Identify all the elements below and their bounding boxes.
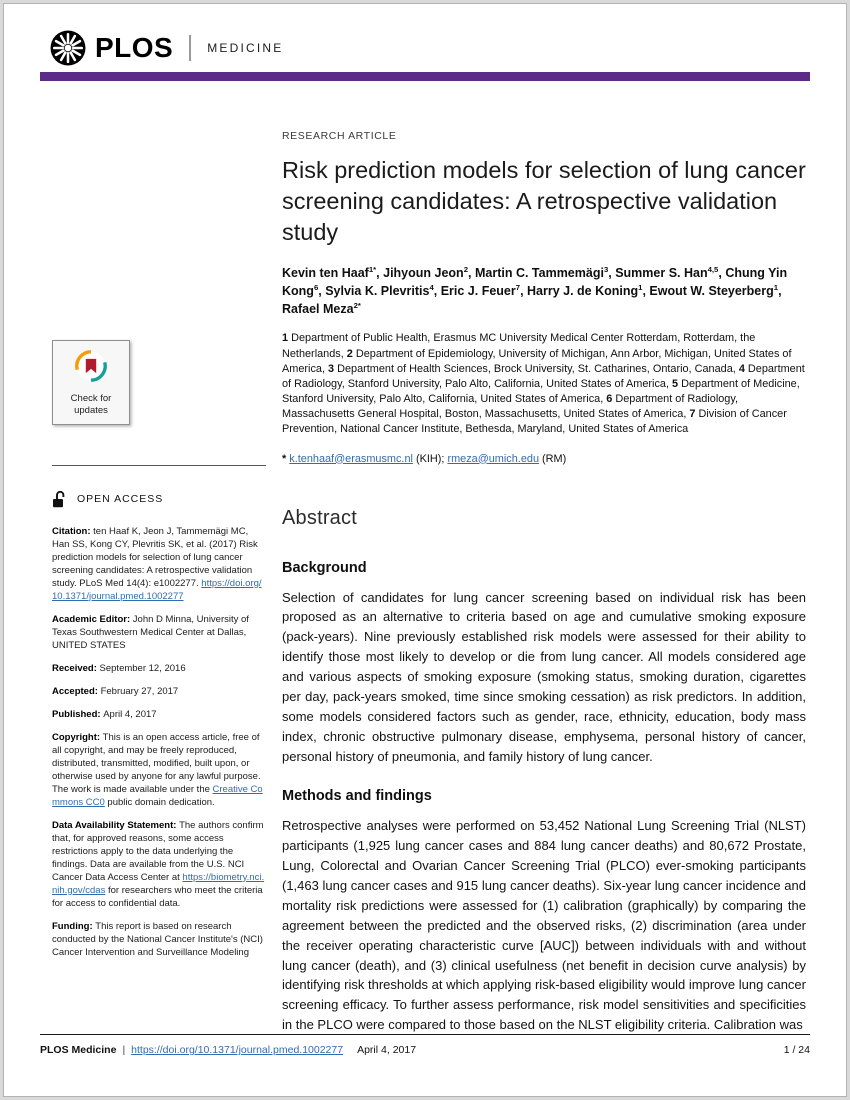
article-type-kicker: RESEARCH ARTICLE <box>282 130 397 142</box>
correspondence <box>282 453 806 465</box>
email-link-1[interactable]: k.tenhaaf@erasmusmc.nl <box>289 452 413 465</box>
article-page <box>3 3 847 1097</box>
check-for-updates-label: Check for updates <box>70 393 112 416</box>
sidebar-note: Academic Editor: John D Minna, University of Texas Southwestern Medical Center at Dallas, UNITED STATES <box>52 613 249 651</box>
logo-divider <box>189 35 191 61</box>
footer-date: April 4, 2017 <box>357 1044 417 1056</box>
correspondence-text: (KIH); <box>412 452 448 465</box>
affiliation-list: 1 Department of Public Health, Erasmus MC University Medical Center Rotterdam, Rotterdam, the Netherlands, 2 Department of Epidemiology, University of Michigan, Ann Arbor, Michigan, United States of America, 3 Department of Health Sciences, Brock University, St. Catharines, Ontario, Canada, 4 Department of Radiology, Stanford University, Palo Alto, California, United States of America, 5 Department of Medicine, Stanford University, Palo Alto, California, United States of America, 6 Department of Radiology, Massachusetts General Hospital, Boston, Massachusetts, United States of America, 7 Division of Cancer Prevention, National Cancer Institute, Bethesda, Maryland, United States of America <box>282 332 805 436</box>
header-rule <box>40 72 810 81</box>
plos-logo-icon <box>50 30 86 66</box>
methods-paragraph: Retrospective analyses were performed on 53,452 National Lung Screening Trial (NLST) participants (1,925 lung cancer cases and 884 lung cancer deaths) and 80,672 Prostate, Lung, Colorectal and Ovarian Cancer Screening Trial (PLCO) ever-smoking participants (1,463 lung cancer cases and 915 lung cancer deaths). Six-year lung cancer incidence and mortality risk predictions were assessed for (1) calibration (graphically) by comparing the agreement between the predicted and the observed risks, (2) discrimination (area under the receiver operating characteristic curve [AUC]) between individuals with and without lung cancer (death), and (3) clinical usefulness (net benefit in decision curve analysis) by identifying risk thresholds at which applying risk-based eligibility would improve lung cancer screening efficacy. To further assess performance, risk model sensitivities and specificities in the PLCO were compared to those based on the NLST eligibility criteria. Calibration was <box>282 818 806 1033</box>
sidebar-link[interactable]: Creative Commons CC0 <box>52 783 263 808</box>
page-number: 1 / 24 <box>783 1044 810 1056</box>
article-title: Risk prediction models for selection of lung cancer screening candidates: A retrospective validation study <box>282 157 806 246</box>
correspondence-star: * <box>282 452 287 465</box>
footer-rule <box>40 1034 810 1035</box>
sidebar-note: Copyright: This is an open access article, free of all copyright, and may be freely reproduced, distributed, transmitted, modified, built upon, or otherwise used by anyone for any lawful purpose. The work is made available under the Creative Commons CC0 public domain dedication. <box>52 731 263 808</box>
sidebar-note: Accepted: February 27, 2017 <box>52 685 179 697</box>
open-access-label: OPEN ACCESS <box>77 492 164 505</box>
background-paragraph: Selection of candidates for lung cancer screening based on individual risk has been proposed as an alternative to criteria based on age and cumulative smoking exposure (pack-years). Nine previously established risk models were assessed for their ability to identify those most likely to develop or die from lung cancer. All models considered age and various aspects of smoking exposure (smoking status, smoking duration, cigarettes per day, pack-years smoked, time since smoking cessation) as risk predictors. In addition, some models considered factors such as gender, race, ethnicity, education, body mass index, chronic obstructive pulmonary disease, emphysema, personal history of cancer, personal history of pneumonia, and family history of lung cancer. <box>282 589 806 764</box>
sidebar-note: Received: September 12, 2016 <box>52 662 186 674</box>
journal-name: MEDICINE <box>207 41 284 55</box>
sidebar-link[interactable]: https://doi.org/10.1371/journal.pmed.1002277 <box>52 577 262 602</box>
sidebar-link[interactable]: https://biometry.nci.nih.gov/cdas <box>52 871 265 896</box>
footer-doi-link[interactable]: https://doi.org/10.1371/journal.pmed.1002277 <box>131 1044 344 1056</box>
open-access-badge <box>52 490 266 508</box>
abstract-heading: Abstract <box>282 506 357 529</box>
email-link-2[interactable]: rmeza@umich.edu <box>447 452 539 465</box>
sidebar-note: Citation: ten Haaf K, Jeon J, Tammemägi MC, Han SS, Kong CY, Plevritis SK, et al. (2017) Risk prediction models for selection of lung cancer screening candidates: A retrospective validation study. PLoS Med 14(4): e1002277. https://doi.org/10.1371/journal.pmed.1002277 <box>52 525 262 602</box>
crossmark-icon <box>74 349 108 383</box>
sidebar-note: Published: April 4, 2017 <box>52 708 157 720</box>
sidebar-note: Funding: This report is based on research conducted by the National Cancer Institute's (NCI) Cancer Intervention and Surveillance Modeling <box>52 920 263 958</box>
open-lock-icon <box>52 490 68 508</box>
background-heading: Background <box>282 559 367 576</box>
footer-journal: PLOS Medicine <box>40 1044 117 1056</box>
methods-heading: Methods and findings <box>282 788 432 805</box>
sidebar-notes <box>52 525 266 959</box>
correspondence-text-2: (RM) <box>539 452 567 465</box>
plos-logo-text: PLOS <box>95 32 174 63</box>
sidebar-note: Data Availability Statement: The authors confirm that, for approved reasons, some access restrictions apply to the data underlying the findings. Data are available from the U.S. NCI Cancer Data Access Center at https://biometry.nci.nih.gov/cdas for researchers who meet the criteria for access to confidential data. <box>52 819 265 909</box>
page-footer <box>40 1034 810 1056</box>
footer-citation <box>40 1044 416 1056</box>
sidebar <box>52 340 266 969</box>
footer-separator: | <box>122 1044 126 1056</box>
check-for-updates-button[interactable] <box>52 340 130 425</box>
plos-logo <box>50 30 284 66</box>
article-main <box>282 130 806 1057</box>
open-access-section <box>52 465 266 508</box>
author-list: Kevin ten Haaf$^{1*}$, Jihyoun Jeon$^2$, Martin C. Tammemägi$^3$, Summer S. Han$^{4,5}$, Chung Yin Kong$^6$, Sylvia K. Plevritis$^4$, Eric J. Feuer$^7$, Harry J. de Koning$^1$, Ewout W. Steyerberg$^1$, Rafael Meza$^{2*}$ <box>282 264 788 317</box>
